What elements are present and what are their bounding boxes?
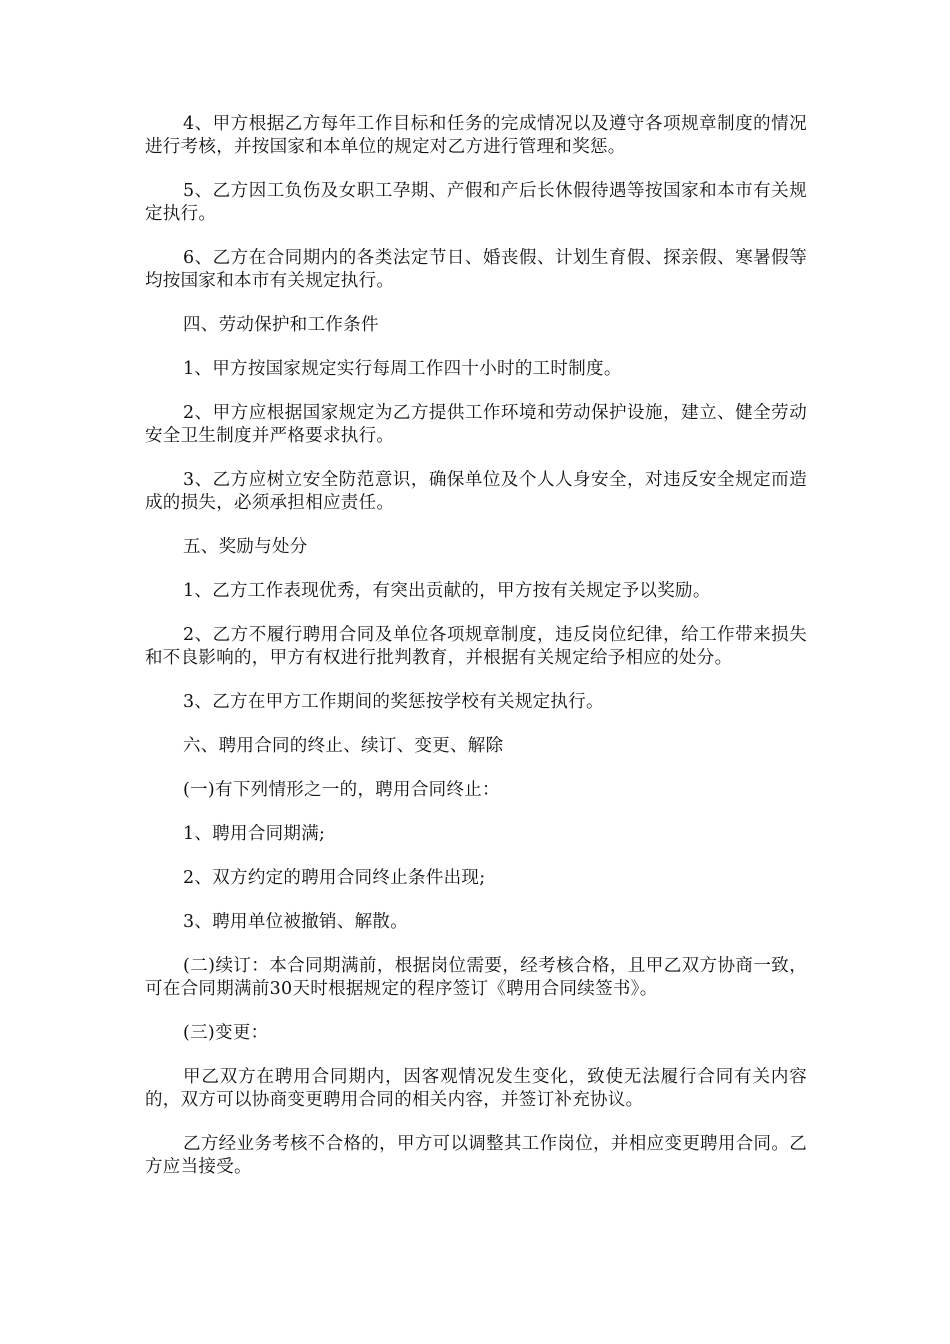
list-item: 3、聘用单位被撤销、解散。 — [183, 912, 409, 932]
subsection-heading: (一)有下列情形之一的，聘用合同终止： — [183, 780, 500, 800]
list-item: 1、聘用合同期满; — [183, 824, 326, 844]
clause-paragraph: 甲乙双方在聘用合同期内，因客观情况发生变化，致使无法履行合同有关内容的，双方可以协商变更聘用合同的相关内容，并签订补充协议。 — [145, 1067, 807, 1110]
document-body — [145, 113, 807, 1200]
section-heading: 六、聘用合同的终止、续订、变更、解除 — [183, 736, 504, 756]
subsection-heading: (三)变更： — [183, 1023, 269, 1043]
clause-paragraph: 2、乙方不履行聘用合同及单位各项规章制度，违反岗位纪律，给工作带来损失和不良影响的，甲方有权进行批判教育，并根据有关规定给予相应的处分。 — [145, 625, 807, 668]
clause-paragraph: 5、乙方因工负伤及女职工孕期、产假和产后长休假待遇等按国家和本市有关规定执行。 — [145, 181, 807, 224]
section-heading: 四、劳动保护和工作条件 — [183, 315, 379, 335]
clause-paragraph: 1、乙方工作表现优秀，有突出贡献的，甲方按有关规定予以奖励。 — [183, 581, 711, 601]
clause-paragraph: 2、甲方应根据国家规定为乙方提供工作环境和劳动保护设施，建立、健全劳动安全卫生制度并严格要求执行。 — [145, 403, 807, 446]
clause-paragraph: 1、甲方按国家规定实行每周工作四十小时的工时制度。 — [183, 359, 622, 379]
clause-paragraph: 乙方经业务考核不合格的，甲方可以调整其工作岗位，并相应变更聘用合同。乙方应当接受。 — [145, 1134, 807, 1177]
clause-paragraph: 3、乙方在甲方工作期间的奖惩按学校有关规定执行。 — [183, 692, 604, 712]
section-heading: 五、奖励与处分 — [183, 537, 308, 557]
clause-paragraph: 6、乙方在合同期内的各类法定节日、婚丧假、计划生育假、探亲假、寒暑假等均按国家和本市有关规定执行。 — [145, 248, 807, 291]
clause-paragraph: (二)续订：本合同期满前，根据岗位需要，经考核合格，且甲乙双方协商一致，可在合同期满前30天时根据规定的程序签订《聘用合同续签书》。 — [145, 956, 807, 999]
clause-paragraph: 3、乙方应树立安全防范意识，确保单位及个人人身安全，对违反安全规定而造成的损失，必须承担相应责任。 — [145, 470, 807, 513]
clause-paragraph: 4、甲方根据乙方每年工作目标和任务的完成情况以及遵守各项规章制度的情况进行考核，并按国家和本单位的规定对乙方进行管理和奖惩。 — [145, 114, 807, 157]
list-item: 2、双方约定的聘用合同终止条件出现; — [183, 868, 486, 888]
